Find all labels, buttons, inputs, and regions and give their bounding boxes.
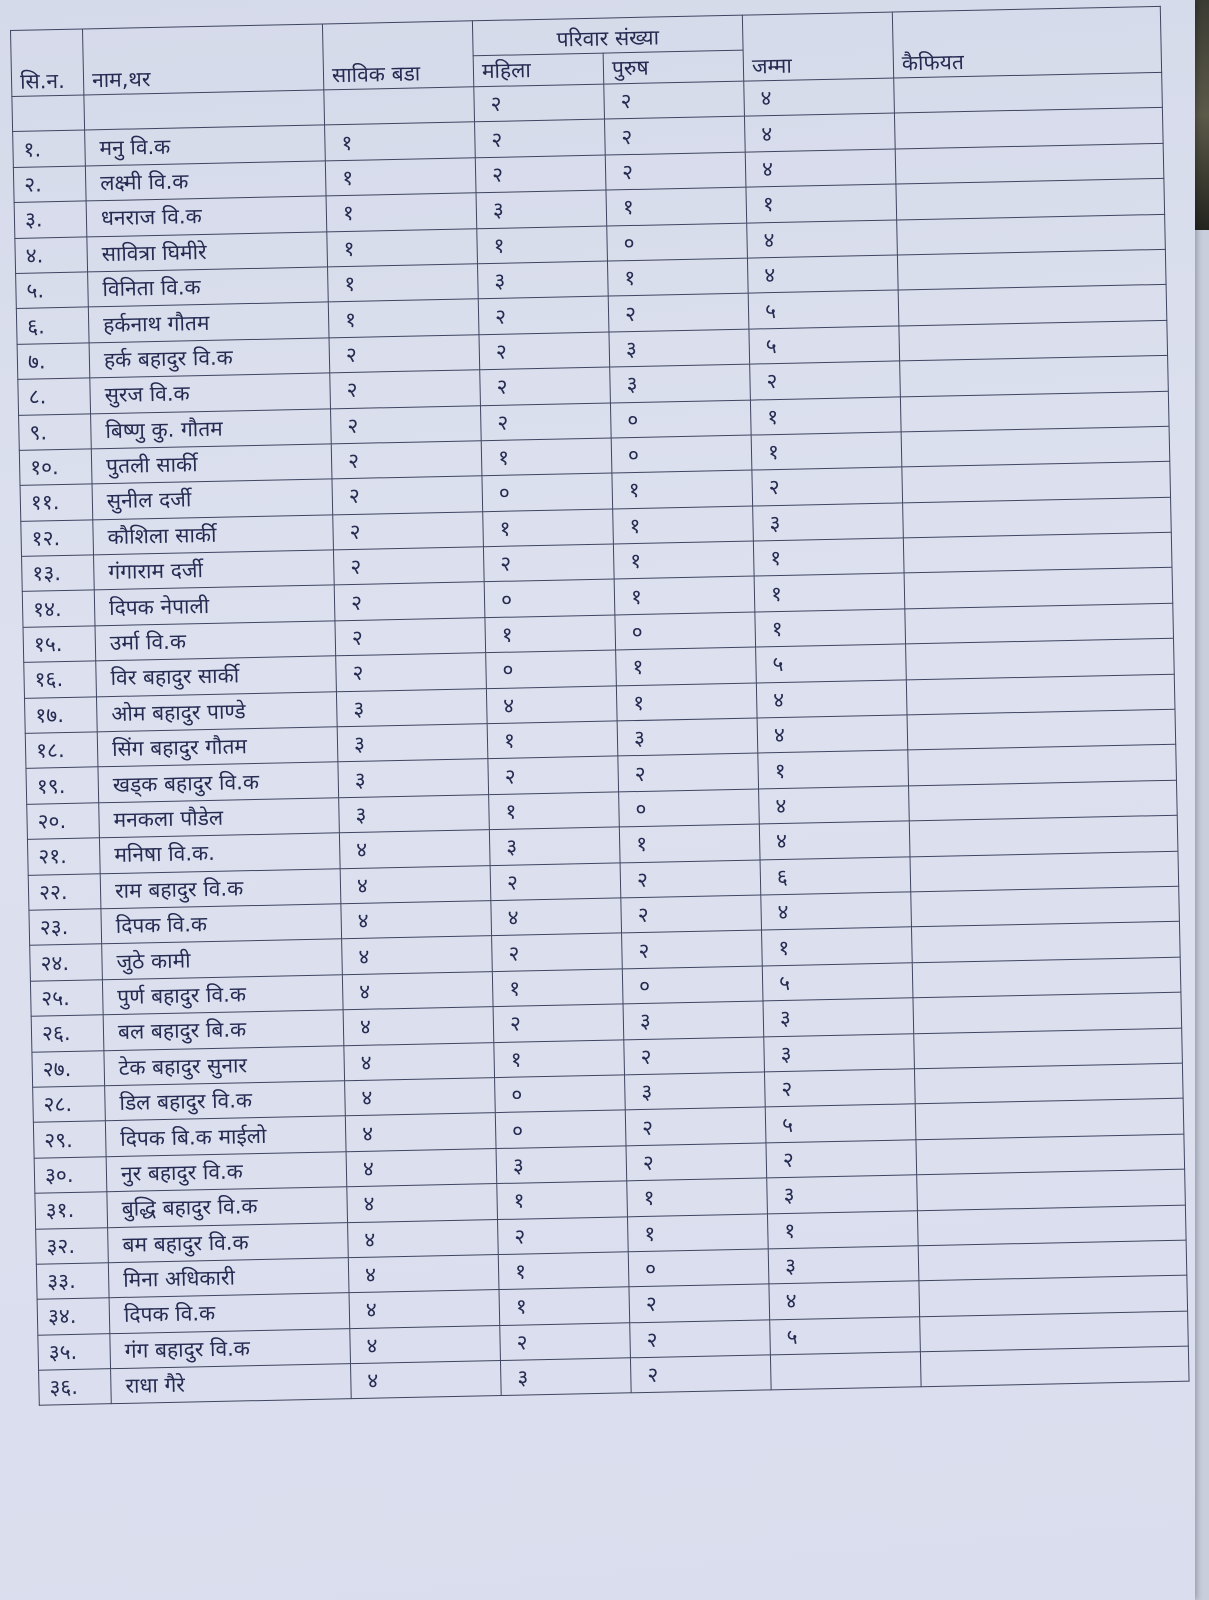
cell-remarks (906, 639, 1175, 680)
cell-sn: ६. (16, 307, 89, 344)
cell-remarks (897, 249, 1166, 290)
cell-male: ० (619, 789, 760, 827)
cell-ward: ४ (349, 1290, 500, 1329)
cell-remarks (912, 957, 1181, 998)
cell-sn: २१. (27, 838, 100, 875)
household-table (10, 6, 1190, 1406)
cell-total: २ (764, 1069, 915, 1108)
cell-name: सुरज वि.क (90, 373, 331, 413)
cell-male: ३ (609, 329, 750, 367)
cell-remarks (915, 1098, 1184, 1139)
cell-remarks (906, 674, 1175, 715)
cell-ward: २ (335, 618, 486, 657)
cell-male: ० (615, 612, 756, 650)
cell-name: मनु वि.क (85, 125, 326, 165)
cell-remarks (911, 886, 1180, 927)
cell-remarks (895, 143, 1164, 184)
cell-male: ० (628, 1249, 769, 1287)
cell-sn: ९. (19, 413, 92, 450)
cell-remarks (903, 497, 1172, 538)
cell-female: २ (488, 756, 619, 794)
cell-female: १ (477, 226, 608, 264)
cell-remarks (900, 391, 1169, 432)
cell-male: १ (613, 541, 754, 579)
col-header-total: जम्मा (742, 12, 893, 81)
cell-ward: २ (333, 511, 484, 550)
cell-remarks (904, 568, 1173, 609)
cell-female: १ (481, 438, 612, 476)
cell-remarks (910, 851, 1179, 892)
cell-ward: ३ (338, 759, 489, 798)
cell-remarks (920, 1311, 1189, 1352)
cell-male: २ (625, 1107, 766, 1145)
cell-total: १ (753, 538, 904, 577)
cell-remarks (900, 355, 1169, 396)
cell-male: २ (605, 152, 746, 190)
cell-female: १ (483, 509, 614, 547)
cell-remarks (914, 1028, 1183, 1069)
cell-name: गंगाराम दर्जी (94, 550, 335, 590)
cell-male: १ (627, 1213, 768, 1251)
cell-male: १ (613, 506, 754, 544)
cell-sn: ३४. (37, 1298, 110, 1335)
cell-name: गंग बहादुर वि.क (110, 1328, 351, 1368)
cell-name: सुनील दर्जी (92, 479, 333, 519)
cell-female: ० (495, 1110, 626, 1148)
cell-sn: १२. (21, 520, 94, 557)
cell-total: २ (752, 467, 903, 506)
cell-remarks (913, 992, 1182, 1033)
cell-remarks (899, 320, 1168, 361)
cell-total: १ (746, 184, 897, 223)
cell-name: दिपक नेपाली (94, 585, 335, 625)
cell-total: ३ (763, 998, 914, 1037)
cell-name: राम बहादुर वि.क (100, 868, 341, 908)
cell-remarks (902, 462, 1171, 503)
cell-female: २ (492, 933, 623, 971)
cell-name: मिना अधिकारी (108, 1258, 349, 1298)
cell-male: १ (606, 187, 747, 225)
cell-total: ५ (748, 290, 899, 329)
cell-total: ४ (744, 78, 895, 117)
cell-female: ० (484, 579, 615, 617)
cell-total: ५ (749, 326, 900, 365)
cell-female: १ (498, 1252, 629, 1290)
cell-male: ३ (623, 1001, 764, 1039)
cell-female: १ (489, 792, 620, 830)
cell-name: बिष्णु कु. गौतम (91, 408, 332, 448)
cell-sn: २. (13, 166, 86, 203)
cell-remarks (898, 285, 1167, 326)
cell-sn: ३६. (39, 1369, 112, 1406)
cell-female: २ (500, 1322, 631, 1360)
cell-ward: १ (325, 122, 476, 161)
cell-female: ० (486, 650, 617, 688)
cell-remarks (918, 1240, 1187, 1281)
cell-name: खड्क बहादुर वि.क (98, 762, 339, 802)
cell-total: ४ (761, 892, 912, 931)
cell-total: २ (766, 1139, 917, 1178)
cell-ward: १ (328, 299, 479, 338)
cell-name: दिपक बि.क माईलो (105, 1116, 346, 1156)
cell-sn: ७. (17, 343, 90, 380)
cell-remarks (919, 1275, 1188, 1316)
cell-male: १ (616, 647, 757, 685)
cell-male: १ (612, 470, 753, 508)
cell-female: २ (479, 332, 610, 370)
cell-total: १ (755, 609, 906, 648)
cell-female: २ (493, 1004, 624, 1042)
cell-male: ३ (610, 364, 751, 402)
cell-sn: २३. (29, 909, 102, 946)
cell-male: ० (607, 223, 748, 261)
cell-female: ४ (491, 898, 622, 936)
cell-sn: २८. (33, 1086, 106, 1123)
cell-total: १ (758, 750, 909, 789)
cell-name: नुर बहादुर वि.क (106, 1151, 347, 1191)
cell-name: मनिषा वि.क. (99, 833, 340, 873)
cell-name: पुर्ण बहादुर वि.क (102, 975, 343, 1015)
cell-female: ० (495, 1075, 626, 1113)
cell-female: ३ (476, 190, 607, 228)
cell-total: ५ (765, 1104, 916, 1143)
cell-male: १ (607, 258, 748, 296)
col-header-male: पुरुष (603, 50, 744, 84)
cell-remarks (908, 745, 1177, 786)
cell-remarks (917, 1169, 1186, 1210)
cell-sn: ५. (16, 272, 89, 309)
col-header-ward: साविक बडा (322, 21, 473, 90)
cell-ward: ४ (346, 1148, 497, 1187)
cell-remarks (917, 1205, 1186, 1246)
cell-male: २ (605, 117, 746, 155)
cell-name: बुद्धि बहादुर वि.क (107, 1187, 348, 1227)
cell-ward: ३ (337, 724, 488, 763)
cell-ward: १ (327, 228, 478, 267)
cell-male: २ (620, 860, 761, 898)
cell-name: उर्मा वि.क (95, 621, 336, 661)
cell-female: २ (478, 296, 609, 334)
cell-name: सावित्रा घिमीरे (87, 231, 328, 271)
cell-name: धनराज वि.क (86, 196, 327, 236)
cell-sn: ३३. (36, 1263, 109, 1300)
cell-ward: २ (330, 405, 481, 444)
cell-name: हर्क बहादुर वि.क (89, 338, 330, 378)
cell-ward: ३ (339, 794, 490, 833)
cell-total: ३ (768, 1246, 919, 1285)
cell-name: ओम बहादुर पाण्डे (96, 691, 337, 731)
cell-remarks (894, 72, 1163, 113)
cell-male: २ (630, 1355, 771, 1393)
cell-male: १ (627, 1178, 768, 1216)
cell-female: ३ (477, 261, 608, 299)
cell-sn: १. (13, 130, 86, 167)
cell-female: २ (474, 84, 605, 122)
cell-ward: ४ (344, 1042, 495, 1081)
cell-female: ४ (486, 686, 617, 724)
cell-ward: ३ (336, 688, 487, 727)
cell-total: १ (750, 396, 901, 435)
cell-female: ३ (489, 827, 620, 865)
household-register (10, 6, 1189, 1406)
cell-sn: १६. (24, 661, 97, 698)
cell-ward: २ (334, 582, 485, 621)
cell-total: ५ (756, 644, 907, 683)
cell-female: २ (498, 1216, 629, 1254)
cell-ward: २ (332, 476, 483, 515)
cell-sn: ११. (20, 484, 93, 521)
cell-female: ० (482, 473, 613, 511)
cell-name: जुठे कामी (102, 939, 343, 979)
cell-ward: ४ (340, 865, 491, 904)
cell-total: ४ (747, 255, 898, 294)
cell-male: २ (630, 1320, 771, 1358)
cell-remarks (916, 1134, 1185, 1175)
col-header-remarks: कैफियत (892, 6, 1161, 78)
cell-male: ० (611, 435, 752, 473)
cell-female: २ (480, 367, 611, 405)
cell-ward: ४ (342, 936, 493, 975)
cell-female: २ (490, 863, 621, 901)
col-header-female: महिला (473, 53, 604, 87)
cell-ward: ४ (348, 1219, 499, 1258)
cell-female: १ (497, 1181, 628, 1219)
cell-sn: २७. (32, 1050, 105, 1087)
cell-female: २ (480, 403, 611, 441)
cell-name: दिपक वि.क (101, 904, 342, 944)
cell-male: ० (610, 400, 751, 438)
cell-male: २ (604, 81, 745, 119)
cell-total: ५ (762, 963, 913, 1002)
cell-name: विनिता वि.क (88, 267, 329, 307)
cell-name (84, 90, 325, 130)
cell-sn: २४. (30, 944, 103, 981)
cell-ward: ४ (347, 1184, 498, 1223)
cell-ward: १ (326, 193, 477, 232)
cell-ward: २ (336, 653, 487, 692)
cell-total: १ (751, 432, 902, 471)
cell-total: ६ (760, 856, 911, 895)
cell-sn: १५. (23, 626, 96, 663)
cell-name: कौशिला सार्की (93, 515, 334, 555)
cell-remarks (920, 1346, 1189, 1387)
cell-total: ४ (744, 113, 895, 152)
cell-ward: ४ (339, 830, 490, 869)
cell-sn: १३. (22, 555, 95, 592)
cell-remarks (901, 426, 1170, 467)
cell-male: १ (616, 683, 757, 721)
cell-name: राधा गैरे (111, 1364, 352, 1404)
cell-name: सिंग बहादुर गौतम (97, 727, 338, 767)
cell-ward: १ (325, 158, 476, 197)
cell-sn: ३२. (36, 1227, 109, 1264)
cell-ward: २ (331, 441, 482, 480)
cell-sn: १९. (26, 767, 99, 804)
cell-total: ३ (767, 1175, 918, 1214)
cell-sn: ८. (18, 378, 91, 415)
cell-sn: २२. (28, 873, 101, 910)
cell-ward: ४ (348, 1254, 499, 1293)
cell-female: ३ (500, 1358, 631, 1396)
cell-sn: १७. (24, 696, 97, 733)
cell-ward: ४ (345, 1078, 496, 1117)
cell-remarks (911, 922, 1180, 963)
cell-male: ३ (617, 718, 758, 756)
cell-sn: ३५. (38, 1333, 111, 1370)
cell-name: विर बहादुर सार्की (96, 656, 337, 696)
cell-sn: १८. (25, 732, 98, 769)
cell-female: १ (499, 1287, 630, 1325)
cell-ward: २ (329, 334, 480, 373)
cell-total: ४ (759, 821, 910, 860)
cell-remarks (896, 179, 1165, 220)
cell-male: ० (622, 966, 763, 1004)
cell-sn: २०. (27, 803, 100, 840)
cell-total: ४ (745, 149, 896, 188)
cell-name: लक्ष्मी वि.क (85, 161, 326, 201)
cell-female: २ (483, 544, 614, 582)
cell-male: १ (619, 824, 760, 862)
col-header-name: नाम,थर (82, 24, 323, 95)
cell-total (770, 1352, 921, 1391)
cell-total: ३ (753, 503, 904, 542)
cell-total: १ (767, 1210, 918, 1249)
cell-sn: १४. (22, 590, 95, 627)
cell-male: २ (621, 895, 762, 933)
cell-ward: ४ (343, 1007, 494, 1046)
cell-ward: १ (328, 264, 479, 303)
cell-ward: २ (333, 547, 484, 586)
cell-sn: १०. (19, 449, 92, 486)
cell-ward (324, 87, 475, 126)
cell-sn: २६. (31, 1015, 104, 1052)
cell-sn: ४. (15, 236, 88, 273)
cell-male: २ (618, 753, 759, 791)
cell-name: डिल बहादुर वि.क (105, 1081, 346, 1121)
cell-remarks (905, 603, 1174, 644)
cell-total: १ (762, 927, 913, 966)
cell-remarks (897, 214, 1166, 255)
cell-total: १ (754, 573, 905, 612)
cell-female: ३ (496, 1146, 627, 1184)
cell-female: २ (475, 155, 606, 193)
cell-name: हर्कनाथ गौतम (88, 302, 329, 342)
cell-remarks (909, 815, 1178, 856)
cell-name: दिपक वि.क (109, 1293, 350, 1333)
cell-sn: २५. (30, 980, 103, 1017)
cell-total: ४ (756, 680, 907, 719)
cell-female: १ (492, 969, 623, 1007)
cell-male: २ (622, 930, 763, 968)
cell-remarks (909, 780, 1178, 821)
cell-female: १ (487, 721, 618, 759)
cell-ward: ४ (345, 1113, 496, 1152)
cell-male: ३ (625, 1072, 766, 1110)
cell-remarks (907, 709, 1176, 750)
cell-name: मनकला पौडेल (99, 798, 340, 838)
cell-remarks (894, 108, 1163, 149)
cell-total: २ (750, 361, 901, 400)
cell-sn: २९. (33, 1121, 106, 1158)
cell-name: बम बहादुर वि.क (108, 1222, 349, 1262)
cell-ward: ४ (341, 901, 492, 940)
cell-male: २ (608, 293, 749, 331)
cell-sn: ३०. (34, 1156, 107, 1193)
cell-name: बल बहादुर बि.क (103, 1010, 344, 1050)
cell-sn: ३. (14, 201, 87, 238)
cell-sn: ३१. (35, 1192, 108, 1229)
cell-ward: ४ (342, 971, 493, 1010)
cell-total: ४ (759, 786, 910, 825)
cell-female: १ (494, 1039, 625, 1077)
cell-ward: ४ (351, 1361, 502, 1400)
cell-name: टेक बहादुर सुनार (104, 1045, 345, 1085)
cell-sn (12, 95, 85, 132)
cell-male: १ (614, 577, 755, 615)
cell-remarks (903, 532, 1172, 573)
cell-ward: ४ (350, 1325, 501, 1364)
cell-male: २ (624, 1036, 765, 1074)
cell-total: ४ (757, 715, 908, 754)
cell-female: १ (485, 615, 616, 653)
cell-total: ३ (764, 1033, 915, 1072)
cell-male: २ (629, 1284, 770, 1322)
cell-total: ५ (770, 1316, 921, 1355)
cell-ward: २ (330, 370, 481, 409)
cell-name: पुतली सार्की (91, 444, 332, 484)
cell-remarks (914, 1063, 1183, 1104)
table-body (12, 72, 1189, 1405)
cell-female: २ (475, 119, 606, 157)
cell-total: ४ (769, 1281, 920, 1320)
cell-male: २ (626, 1143, 767, 1181)
col-header-family: परिवार संख्या (472, 15, 743, 56)
cell-total: ४ (747, 220, 898, 259)
col-header-sn: सि.न. (11, 29, 84, 96)
